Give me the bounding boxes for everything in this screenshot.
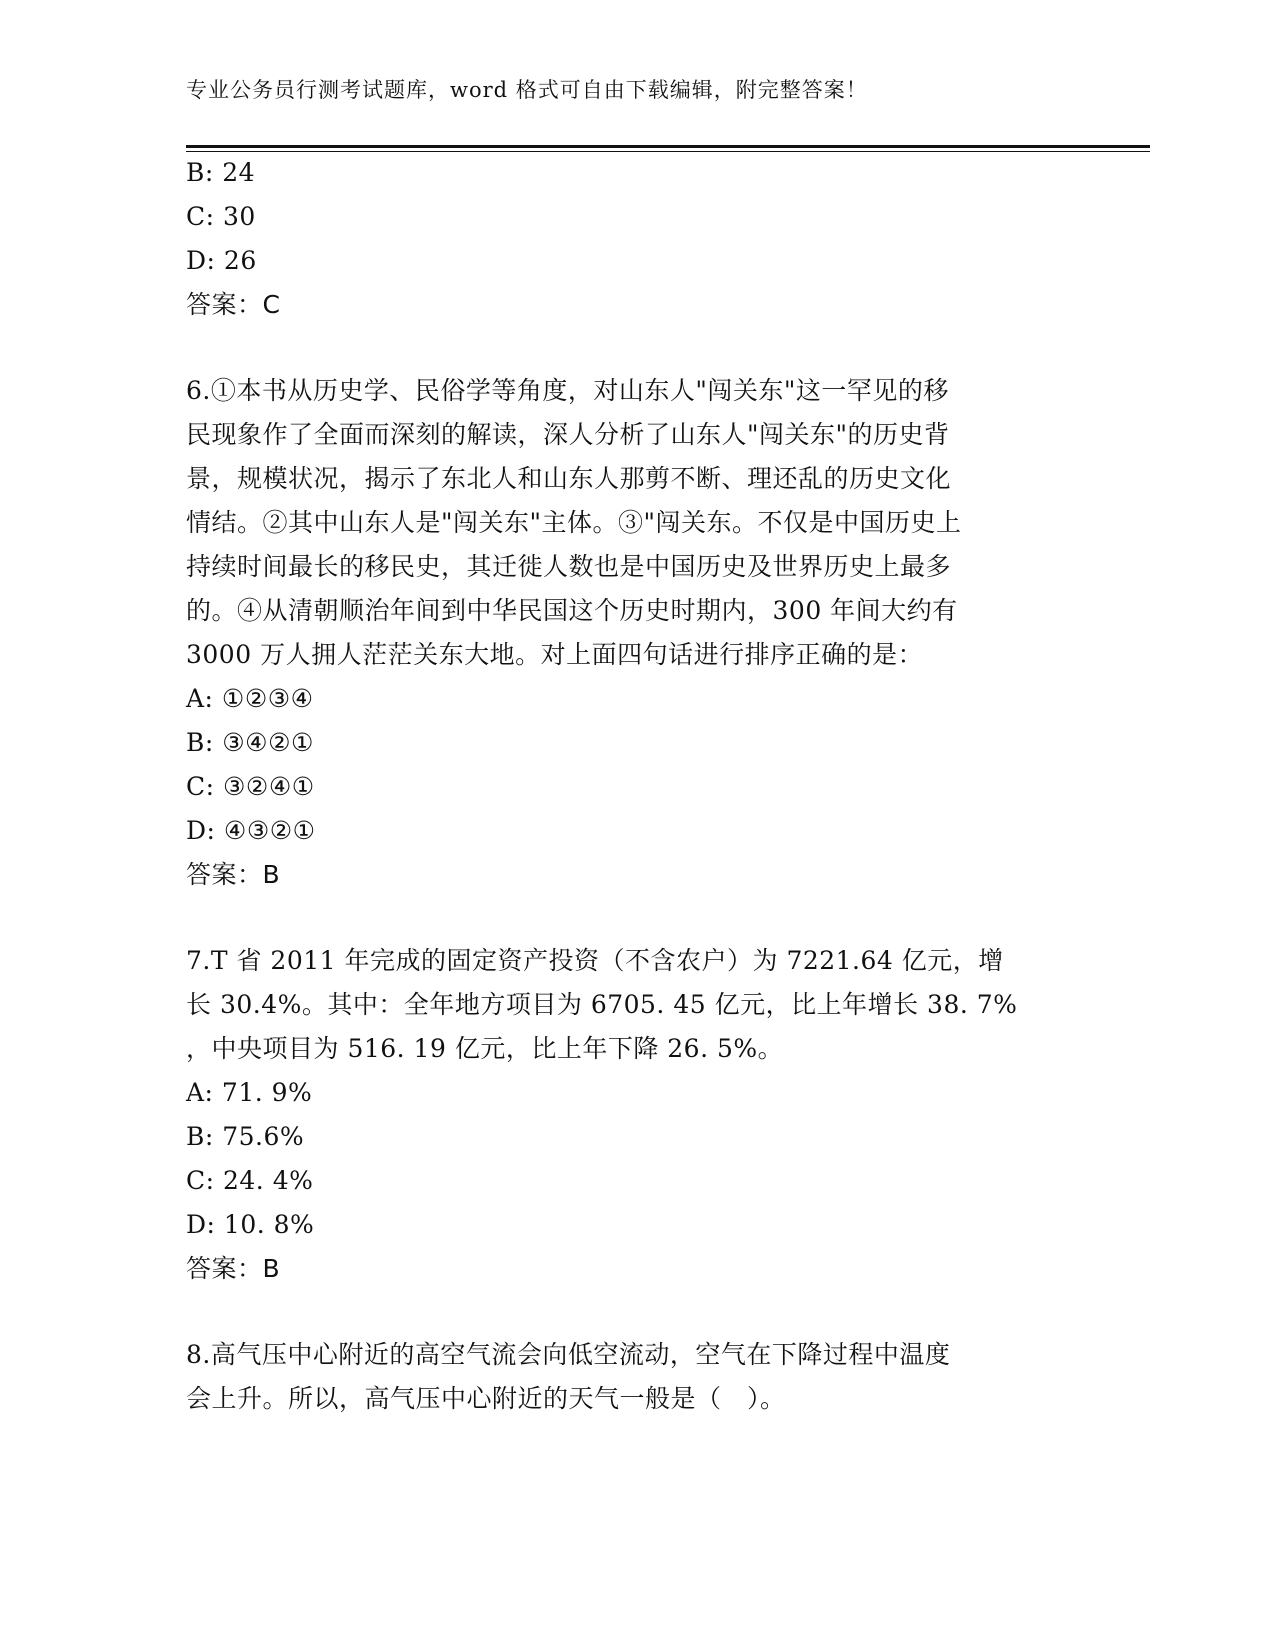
q6-stem-line: 的。④从清朝顺治年间到中华民国这个历史时期内，300 年间大约有	[186, 596, 958, 625]
q6-stem-line: 情结。②其中山东人是"闯关东"主体。③"闯关东。不仅是中国历史上	[186, 508, 962, 537]
q5-answer: 答案：C	[186, 290, 281, 319]
q7-option-b: B: 75.6%	[186, 1122, 305, 1151]
q7-answer: 答案：B	[186, 1254, 281, 1283]
q6-stem-line: 景，规模状况，揭示了东北人和山东人那剪不断、理还乱的历史文化	[186, 464, 952, 493]
q7-stem-line: ，中央项目为 516. 19 亿元，比上年下降 26. 5%。	[186, 1034, 784, 1063]
header-rule-thick	[186, 145, 1150, 148]
q6-stem-line: 6.①本书从历史学、民俗学等角度，对山东人"闯关东"这一罕见的移	[186, 376, 949, 405]
q7-option-a: A: 71. 9%	[186, 1078, 313, 1107]
q8-stem-line: 会上升。所以，高气压中心附近的天气一般是（ ）。	[186, 1384, 786, 1413]
q5-option-b: B: 24	[186, 158, 256, 187]
header-rule-thin	[186, 151, 1150, 152]
q7-option-c: C: 24. 4%	[186, 1166, 314, 1195]
q6-option-a: A: ①②③④	[186, 684, 314, 713]
q6-option-b: B: ③④②①	[186, 728, 314, 757]
q6-stem-line: 民现象作了全面而深刻的解读，深人分析了山东人"闯关东"的历史背	[186, 420, 950, 449]
q6-answer: 答案：B	[186, 860, 281, 889]
q7-stem-line: 长 30.4%。其中：全年地方项目为 6705. 45 亿元，比上年增长 38. 7%	[186, 990, 1018, 1019]
q5-option-c: C: 30	[186, 202, 256, 231]
q8-stem-line: 8.高气压中心附近的高空气流会向低空流动，空气在下降过程中温度	[186, 1340, 951, 1369]
q5-option-d: D: 26	[186, 246, 257, 275]
q7-stem-line: 7.T 省 2011 年完成的固定资产投资（不含农户）为 7221.64 亿元，增	[186, 946, 1004, 975]
q6-option-c: C: ③②④①	[186, 772, 315, 801]
q6-stem-line: 持续时间最长的移民史，其迁徙人数也是中国历史及世界历史上最多	[186, 552, 952, 581]
q6-option-d: D: ④③②①	[186, 816, 316, 845]
page-header: 专业公务员行测考试题库，word 格式可自由下载编辑，附完整答案！	[186, 78, 868, 102]
q7-option-d: D: 10. 8%	[186, 1210, 315, 1239]
q6-stem-line: 3000 万人拥人茫茫关东大地。对上面四句话进行排序正确的是：	[186, 640, 924, 669]
